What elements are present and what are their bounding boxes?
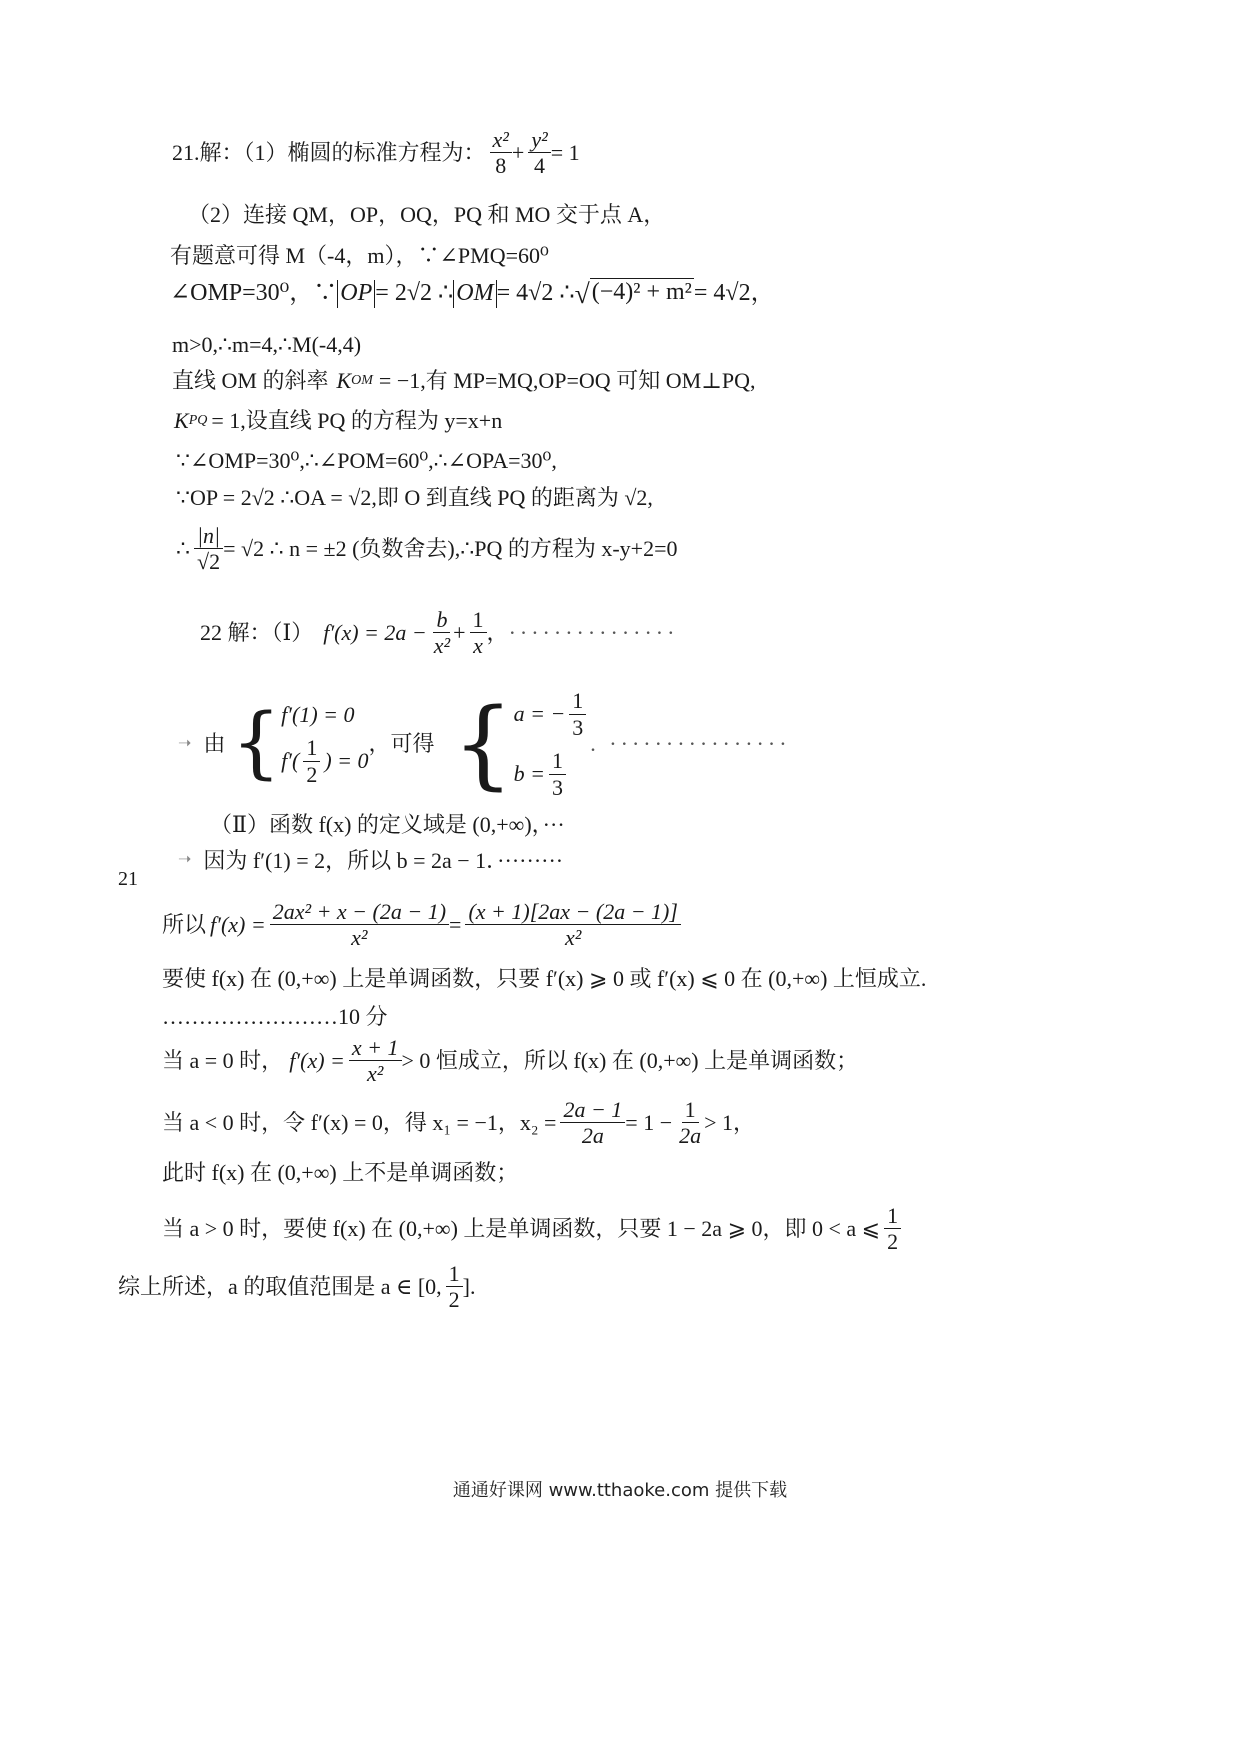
comma: ， xyxy=(486,619,509,645)
abs-op: OP xyxy=(337,280,375,308)
left-brace: { xyxy=(231,698,282,789)
equation-system-1 xyxy=(231,698,368,790)
q22-line-12 xyxy=(118,1262,475,1311)
left-brace: { xyxy=(452,687,514,800)
q21-line-3: 有题意可得 M（-4，m），∵∠PMQ=60⁰ xyxy=(170,243,549,268)
equals-sign: = xyxy=(449,911,462,937)
slope-result: = −1,有 MP=MQ,OP=OQ 可知 OM⊥PQ, xyxy=(378,368,756,393)
q21-line-5: m>0,∴m=4,∴M(-4,4) xyxy=(172,332,362,357)
q22-b-relation: 因为 f′(1) = 2，所以 b = 2a − 1．········· xyxy=(203,848,564,873)
therefore-symbol: ∴ xyxy=(176,535,190,561)
q22-line-11 xyxy=(162,1204,901,1253)
dots-leader: ··············· xyxy=(508,619,679,645)
greater-than-one: > 1， xyxy=(704,1109,756,1135)
pq-equation-text: = √2 ∴ n = ±2 (负数舍去),∴PQ 的方程为 x-y+2=0 xyxy=(223,535,678,561)
one-over-x: $\frac{1}{x}$ xyxy=(470,608,487,657)
pq-slope-text: = 1,设直线 PQ 的方程为 y=x+n xyxy=(211,408,503,433)
om-value: = 4√2 ∴ xyxy=(496,280,575,307)
derivative-fraction-1: $\frac{\text{2ax² + x − (2a − 1)}}{\text{x²}}$ xyxy=(270,900,449,949)
q22-heading: 22 解：（Ⅰ） xyxy=(200,619,314,645)
system-middle-text: ，可得 xyxy=(368,731,435,757)
case-a-zero-conclusion: > 0 恒成立，所以 f(x) 在 (0,+∞) 上是单调函数； xyxy=(401,1047,859,1073)
x2-over-8: $\frac{\text{x²}}{8}$ xyxy=(490,128,512,177)
system-eq-1: f′(1) = 0 xyxy=(281,702,355,728)
sqrt-expression: √ (−4)² + m² xyxy=(574,278,692,309)
q22-line-7: ……………………10 分 xyxy=(162,1004,388,1029)
slope-text: 直线 OM 的斜率 xyxy=(172,368,329,393)
one-half: $\frac{1}{2}$ xyxy=(884,1204,901,1253)
derivative-fraction-2: $\frac{(x + 1)[2ax - (2a - 1)]}{\text{x²}}$ xyxy=(465,900,681,949)
case-a-zero: 当 a = 0 时， xyxy=(162,1047,284,1073)
q22-system-line xyxy=(178,684,791,804)
k-symbol: K xyxy=(336,368,352,393)
abs-om: OM xyxy=(453,280,496,308)
x-plus-1-over-x2: $\frac{x + 1}{\text{x²}}$ xyxy=(349,1036,402,1085)
abs-n-over-sqrt2: $\frac{|n|}{√2}$ xyxy=(194,524,223,573)
b-over-x2: $\frac{b}{\text{x²}}$ xyxy=(433,607,451,659)
q21-line-4 xyxy=(170,278,775,310)
q21-line-10 xyxy=(176,524,677,573)
equals-one-minus: = 1 − xyxy=(625,1109,673,1135)
q22-line-8 xyxy=(162,1036,858,1085)
derivative-lhs: f′(x) = 2a − xyxy=(323,619,427,645)
q22-line-3: （Ⅱ）函数 f(x) 的定义域是 (0,+∞)，··· xyxy=(210,812,565,837)
y2-over-4: $\frac{\text{y²}}{4}$ xyxy=(528,128,550,177)
derivative-lhs: f′(x) = xyxy=(289,1047,345,1073)
conclusion-text: 综上所述，a 的取值范围是 a ∈ [0, xyxy=(118,1273,442,1299)
q22-line-10: 此时 f(x) 在 (0,+∞) 上不是单调函数； xyxy=(162,1160,519,1185)
one-over-2a: $\frac{1}{2a}$ xyxy=(679,1097,702,1149)
q21-line-8: ∵∠OMP=30⁰,∴∠POM=60⁰,∴∠OPA=30⁰, xyxy=(176,448,557,473)
system-prefix: 由 xyxy=(203,731,226,757)
q21-heading: 21.解：（1）椭圆的标准方程为： xyxy=(172,139,486,165)
solution-b: b = $\frac{1}{3}$ xyxy=(514,749,591,798)
derivative-lhs: f′(x) = xyxy=(210,911,266,937)
case-a-positive: 当 a > 0 时，要使 f(x) 在 (0,+∞) 上是单调函数，只要 1 − 2a ⩾ 0，即 0 < a ⩽ xyxy=(162,1215,881,1241)
om-result: = 4√2， xyxy=(693,280,775,307)
page-footer: 通通好课网 www.tthaoke.com 提供下载 xyxy=(452,1480,788,1501)
dots-leader: . ················ xyxy=(590,731,791,757)
margin-number: 21 xyxy=(118,868,138,890)
q22-line-1 xyxy=(200,608,678,657)
q22-line-9 xyxy=(162,1098,755,1147)
arrow-mark: ➝ xyxy=(178,734,192,752)
case-a-negative: 当 a < 0 时，令 f′(x) = 0，得 x₁ = −1，x₂ = xyxy=(162,1109,557,1135)
q21-line-7 xyxy=(174,408,502,433)
so-text: 所以 xyxy=(162,911,207,937)
plus-sign: + xyxy=(453,619,466,645)
q21-line-2: （2）连接 QM，OP，OQ，PQ 和 MO 交于点 A， xyxy=(188,202,666,227)
one-half: $\frac{1}{2}$ xyxy=(446,1262,463,1311)
q21-line-9: ∵OP = 2√2 ∴OA = √2,即 O 到直线 PQ 的距离为 √2, xyxy=(176,485,653,510)
q21-line-6 xyxy=(172,368,755,393)
k-subscript-om: OM xyxy=(351,372,373,388)
ellipse-eq-tail: = 1 xyxy=(550,139,580,165)
q22-line-6: 要使 f(x) 在 (0,+∞) 上是单调函数，只要 f′(x) ⩾ 0 或 f′(x) ⩽ 0 在 (0,+∞) 上恒成立. xyxy=(162,966,927,991)
q21-line-1: 21.解：（1）椭圆的标准方程为： $\frac{\text{x²}}{8}$ + $\frac{\text{y²}}{4}$ = 1 xyxy=(172,127,580,179)
op-value: = 2√2 ∴ xyxy=(375,280,454,307)
omp-angle-text: ∠OMP=30⁰，∵ xyxy=(170,280,338,307)
interval-close: ]. xyxy=(462,1273,476,1299)
equation-system-2 xyxy=(453,684,591,804)
system-eq-2: f′( $\frac{1}{2}$ ) = 0 xyxy=(281,735,369,787)
q22-line-4 xyxy=(178,848,563,873)
x2-fraction: $\frac{2a - 1}{2a}$ xyxy=(560,1098,625,1147)
arrow-mark: ➝ xyxy=(178,851,192,869)
q22-line-5 xyxy=(162,900,681,949)
k-symbol: K xyxy=(174,408,189,433)
solution-a: a = − $\frac{1}{3}$ xyxy=(514,689,591,738)
k-subscript-pq: PQ xyxy=(188,412,208,428)
